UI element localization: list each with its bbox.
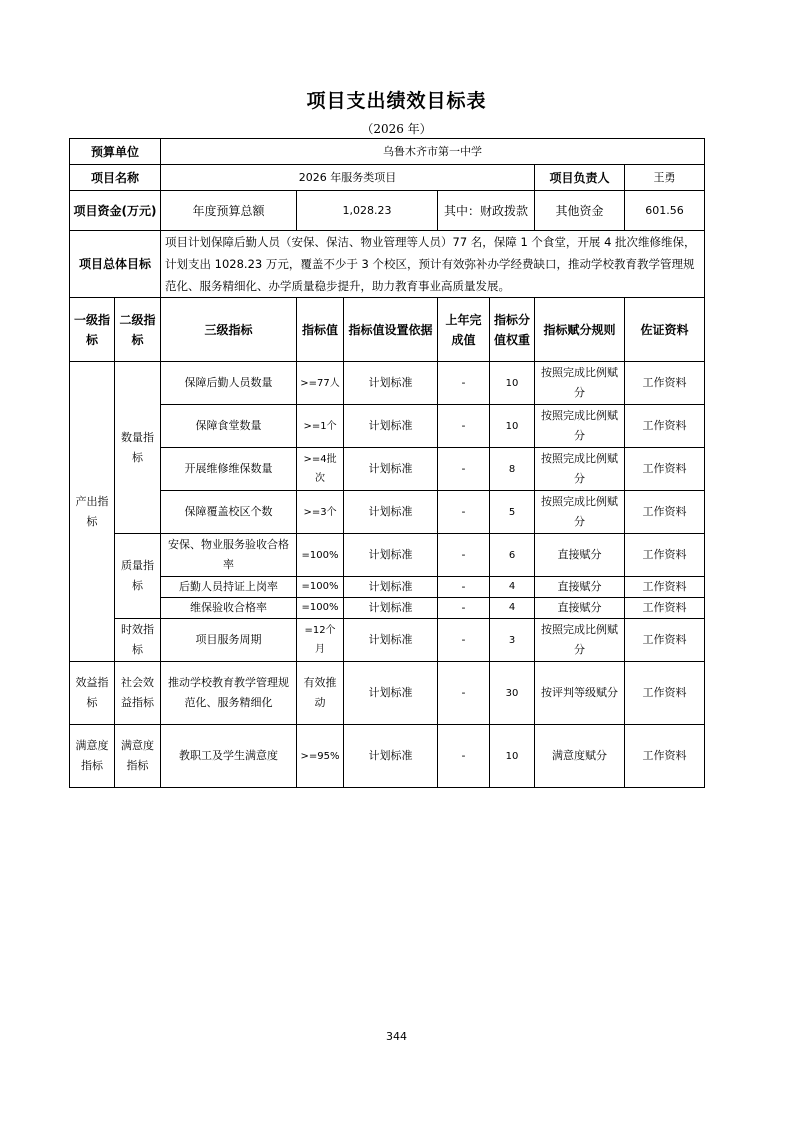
header-level1: 一级指标 bbox=[70, 298, 115, 362]
weight-cell: 8 bbox=[490, 448, 535, 491]
header-evidence: 佐证资料 bbox=[625, 298, 705, 362]
performance-table bbox=[69, 138, 705, 788]
value-cell: >=4批次 bbox=[297, 448, 344, 491]
basis-cell: 计划标准 bbox=[344, 725, 438, 788]
other-funds-label: 其他资金 bbox=[535, 191, 625, 231]
level1-benefit: 效益指标 bbox=[70, 662, 115, 725]
rule-cell: 按照完成比例赋分 bbox=[535, 491, 625, 534]
level2-timeliness: 时效指标 bbox=[115, 619, 161, 662]
prev-cell: - bbox=[438, 577, 490, 598]
overall-goal-label: 项目总体目标 bbox=[70, 231, 161, 298]
indicator-cell: 安保、物业服务验收合格率 bbox=[161, 534, 297, 577]
indicator-cell: 开展维修维保数量 bbox=[161, 448, 297, 491]
value-cell: >=1个 bbox=[297, 405, 344, 448]
basis-cell: 计划标准 bbox=[344, 577, 438, 598]
evidence-cell: 工作资料 bbox=[625, 598, 705, 619]
evidence-cell: 工作资料 bbox=[625, 534, 705, 577]
indicator-cell: 维保验收合格率 bbox=[161, 598, 297, 619]
weight-cell: 4 bbox=[490, 577, 535, 598]
table-row bbox=[70, 448, 705, 491]
value-cell: =100% bbox=[297, 598, 344, 619]
evidence-cell: 工作资料 bbox=[625, 577, 705, 598]
prev-cell: - bbox=[438, 405, 490, 448]
indicator-cell: 保障覆盖校区个数 bbox=[161, 491, 297, 534]
rule-cell: 按照完成比例赋分 bbox=[535, 619, 625, 662]
table-row bbox=[70, 362, 705, 405]
page-number: 344 bbox=[386, 1030, 407, 1043]
indicator-cell: 推动学校教育教学管理规范化、服务精细化 bbox=[161, 662, 297, 725]
level2-quality: 质量指标 bbox=[115, 534, 161, 619]
annual-total-value: 1,028.23 bbox=[297, 191, 438, 231]
header-level3: 三级指标 bbox=[161, 298, 297, 362]
table-row bbox=[70, 725, 705, 788]
overall-goal-text: 项目计划保障后勤人员（安保、保洁、物业管理等人员）77 名，保障 1 个食堂，开展 4 批次维修维保，计划支出 1028.23 万元，覆盖不少于 3 个校区，预计有效弥补办学经费缺口，推动学校教育教学管理规范化、服务精细化、办学质量稳步提升，助力教育事业高质量发展。 bbox=[161, 231, 705, 298]
weight-cell: 6 bbox=[490, 534, 535, 577]
basis-cell: 计划标准 bbox=[344, 619, 438, 662]
weight-cell: 10 bbox=[490, 362, 535, 405]
budget-unit-value: 乌鲁木齐市第一中学 bbox=[161, 139, 705, 165]
header-basis: 指标值设置依据 bbox=[344, 298, 438, 362]
year-subtitle: （2026 年） bbox=[361, 122, 432, 136]
table-row bbox=[70, 662, 705, 725]
value-cell: =12个月 bbox=[297, 619, 344, 662]
value-cell: >=95% bbox=[297, 725, 344, 788]
rule-cell: 直接赋分 bbox=[535, 534, 625, 577]
weight-cell: 3 bbox=[490, 619, 535, 662]
header-weight: 指标分值权重 bbox=[490, 298, 535, 362]
basis-cell: 计划标准 bbox=[344, 448, 438, 491]
level2-social: 社会效益指标 bbox=[115, 662, 161, 725]
weight-cell: 5 bbox=[490, 491, 535, 534]
basis-cell: 计划标准 bbox=[344, 598, 438, 619]
project-name-row bbox=[70, 165, 705, 191]
value-cell: =100% bbox=[297, 577, 344, 598]
overall-goal-row bbox=[70, 231, 705, 298]
level2-satisfaction: 满意度指标 bbox=[115, 725, 161, 788]
table-row bbox=[70, 491, 705, 534]
prev-cell: - bbox=[438, 662, 490, 725]
header-rule: 指标赋分规则 bbox=[535, 298, 625, 362]
table-row bbox=[70, 598, 705, 619]
project-funds-row bbox=[70, 191, 705, 231]
indicator-cell: 保障后勤人员数量 bbox=[161, 362, 297, 405]
other-funds-value: 601.56 bbox=[625, 191, 705, 231]
table-row bbox=[70, 405, 705, 448]
weight-cell: 10 bbox=[490, 725, 535, 788]
rule-cell: 满意度赋分 bbox=[535, 725, 625, 788]
value-cell: =100% bbox=[297, 534, 344, 577]
evidence-cell: 工作资料 bbox=[625, 448, 705, 491]
prev-cell: - bbox=[438, 534, 490, 577]
prev-cell: - bbox=[438, 448, 490, 491]
indicator-cell: 保障食堂数量 bbox=[161, 405, 297, 448]
indicator-cell: 项目服务周期 bbox=[161, 619, 297, 662]
rule-cell: 按照完成比例赋分 bbox=[535, 362, 625, 405]
header-value: 指标值 bbox=[297, 298, 344, 362]
indicator-cell: 后勤人员持证上岗率 bbox=[161, 577, 297, 598]
evidence-cell: 工作资料 bbox=[625, 405, 705, 448]
page-title: 项目支出绩效目标表 bbox=[306, 90, 487, 112]
table-row bbox=[70, 577, 705, 598]
rule-cell: 按照完成比例赋分 bbox=[535, 405, 625, 448]
project-name-value: 2026 年服务类项目 bbox=[161, 165, 535, 191]
project-name-label: 项目名称 bbox=[70, 165, 161, 191]
evidence-cell: 工作资料 bbox=[625, 491, 705, 534]
header-level2: 二级指标 bbox=[115, 298, 161, 362]
rule-cell: 直接赋分 bbox=[535, 577, 625, 598]
weight-cell: 30 bbox=[490, 662, 535, 725]
basis-cell: 计划标准 bbox=[344, 534, 438, 577]
rule-cell: 按评判等级赋分 bbox=[535, 662, 625, 725]
indicator-cell: 教职工及学生满意度 bbox=[161, 725, 297, 788]
fiscal-label: 其中：财政拨款 bbox=[438, 191, 535, 231]
evidence-cell: 工作资料 bbox=[625, 362, 705, 405]
weight-cell: 4 bbox=[490, 598, 535, 619]
table-row bbox=[70, 534, 705, 577]
prev-cell: - bbox=[438, 362, 490, 405]
evidence-cell: 工作资料 bbox=[625, 662, 705, 725]
level2-quantity: 数量指标 bbox=[115, 362, 161, 534]
annual-total-label: 年度预算总额 bbox=[161, 191, 297, 231]
prev-cell: - bbox=[438, 725, 490, 788]
project-funds-label: 项目资金(万元) bbox=[70, 191, 161, 231]
prev-cell: - bbox=[438, 619, 490, 662]
weight-cell: 10 bbox=[490, 405, 535, 448]
basis-cell: 计划标准 bbox=[344, 405, 438, 448]
project-leader-label: 项目负责人 bbox=[535, 165, 625, 191]
header-prev: 上年完成值 bbox=[438, 298, 490, 362]
value-cell: 有效推动 bbox=[297, 662, 344, 725]
value-cell: >=3个 bbox=[297, 491, 344, 534]
table-row bbox=[70, 619, 705, 662]
evidence-cell: 工作资料 bbox=[625, 725, 705, 788]
evidence-cell: 工作资料 bbox=[625, 619, 705, 662]
prev-cell: - bbox=[438, 598, 490, 619]
level1-satisfaction: 满意度指标 bbox=[70, 725, 115, 788]
level1-output: 产出指标 bbox=[70, 362, 115, 662]
basis-cell: 计划标准 bbox=[344, 662, 438, 725]
project-leader-value: 王勇 bbox=[625, 165, 705, 191]
budget-unit-label: 预算单位 bbox=[70, 139, 161, 165]
header-row bbox=[70, 298, 705, 362]
basis-cell: 计划标准 bbox=[344, 491, 438, 534]
rule-cell: 按照完成比例赋分 bbox=[535, 448, 625, 491]
rule-cell: 直接赋分 bbox=[535, 598, 625, 619]
prev-cell: - bbox=[438, 491, 490, 534]
basis-cell: 计划标准 bbox=[344, 362, 438, 405]
budget-unit-row bbox=[70, 139, 705, 165]
value-cell: >=77人 bbox=[297, 362, 344, 405]
